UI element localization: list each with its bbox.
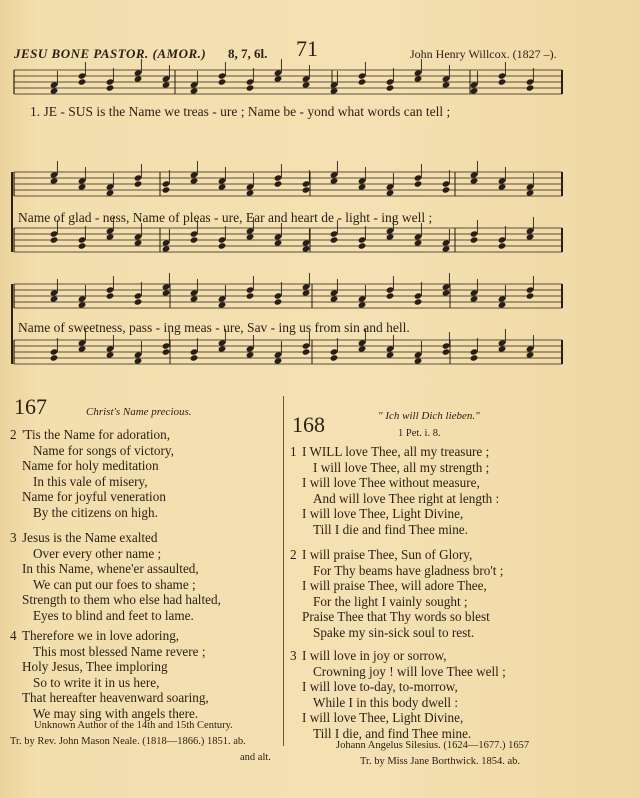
note-head xyxy=(386,189,395,196)
verse-line: Jesus is the Name exalted xyxy=(22,530,158,545)
note-head xyxy=(50,295,59,302)
verse-line: We may sing with angels there. xyxy=(33,705,199,721)
verse-line: This most blessed Name revere ; xyxy=(33,643,206,659)
note-head xyxy=(246,189,255,196)
verse-line: I will praise Thee, will adore Thee, xyxy=(302,578,487,594)
verse-line: For the light I vainly sought ; xyxy=(313,593,468,609)
verse-line: For Thy beams have gladness bro't ; xyxy=(313,562,504,578)
note-head xyxy=(470,177,479,184)
hymn-167-title: Christ's Name precious. xyxy=(86,406,192,418)
note-head xyxy=(106,189,115,196)
note-head xyxy=(274,357,283,364)
hymn-167-verse-3 xyxy=(10,530,221,624)
verse-line: Name for songs of victory, xyxy=(33,442,174,458)
hymn-168-attribution-translator: Tr. by Miss Jane Borthwick. 1854. ab. xyxy=(360,756,521,767)
composer: John Henry Willcox. (1827 –). xyxy=(410,47,557,61)
verse-line: Till I die and find Thee mine. xyxy=(313,521,468,537)
note-head xyxy=(246,292,255,299)
verse-line: Praise Thee that Thy words so blest xyxy=(302,609,490,625)
verse-line: Spake my sin-sick soul to rest. xyxy=(313,624,475,640)
note-head xyxy=(470,295,479,302)
verse-line: In this Name, whene'er assaulted, xyxy=(22,561,199,577)
verse-line: Eyes to blind and feet to lame. xyxy=(33,607,194,623)
note-head xyxy=(50,354,59,361)
note-head xyxy=(414,298,423,305)
note-head xyxy=(106,233,115,240)
verse-line: I WILL love Thee, all my treasure ; xyxy=(302,444,490,459)
note-head xyxy=(106,84,115,91)
note-head xyxy=(134,298,143,305)
verse-line: In this vale of misery, xyxy=(33,473,148,489)
note-head xyxy=(50,87,59,94)
note-head xyxy=(302,245,311,252)
note-head xyxy=(162,81,171,88)
note-head xyxy=(498,183,507,190)
page-number: 71 xyxy=(296,36,318,61)
verse-line: Name for holy meditation xyxy=(22,458,159,474)
note-head xyxy=(414,239,423,246)
verse-number: 3 xyxy=(10,530,17,545)
hymn-168-verse-2 xyxy=(290,547,504,641)
verse-line: By the citizens on high. xyxy=(33,504,158,520)
note-head xyxy=(246,233,255,240)
hymn-168-scripture: 1 Pet. i. 8. xyxy=(398,428,441,439)
note-head xyxy=(330,177,339,184)
verse-line: Therefore we in love adoring, xyxy=(22,628,180,643)
hymn-167-attribution-translator: Tr. by Rev. John Mason Neale. (1818—1866.) 1851. ab. xyxy=(10,736,246,747)
note-head xyxy=(330,87,339,94)
verse-line: I will love Thee without measure, xyxy=(302,475,480,491)
note-head xyxy=(442,348,451,355)
note-head xyxy=(330,295,339,302)
note-head xyxy=(190,354,199,361)
note-head xyxy=(162,245,171,252)
note-head xyxy=(246,351,255,358)
note-head xyxy=(274,75,283,82)
note-head xyxy=(302,186,311,193)
note-head xyxy=(106,292,115,299)
note-head xyxy=(526,292,535,299)
verse-number: 1 xyxy=(290,444,297,459)
verse-line: We can put our foes to shame ; xyxy=(33,576,196,592)
note-head xyxy=(498,345,507,352)
note-head xyxy=(78,183,87,190)
note-head xyxy=(442,245,451,252)
verse-line: 'Tis the Name for adoration, xyxy=(22,427,171,442)
note-head xyxy=(358,301,367,308)
note-head xyxy=(162,289,171,296)
note-head xyxy=(134,239,143,246)
note-head xyxy=(358,345,367,352)
note-head xyxy=(330,354,339,361)
note-head xyxy=(218,345,227,352)
note-head xyxy=(302,348,311,355)
note-head xyxy=(134,75,143,82)
note-head xyxy=(526,189,535,196)
verse-number: 3 xyxy=(290,648,297,663)
verse-line: While I in this body dwell : xyxy=(313,694,459,710)
note-head xyxy=(330,236,339,243)
verse-number: 2 xyxy=(10,427,17,442)
hymn-167-number: 167 xyxy=(14,394,47,419)
note-head xyxy=(50,177,59,184)
note-head xyxy=(162,186,171,193)
note-head xyxy=(442,289,451,296)
note-head xyxy=(190,295,199,302)
note-head xyxy=(78,242,87,249)
verse-line: I will love Thee, Light Divine, xyxy=(302,506,464,522)
note-head xyxy=(190,236,199,243)
note-head xyxy=(358,78,367,85)
note-head xyxy=(386,351,395,358)
verse-number: 2 xyxy=(290,547,297,562)
hymn-167-verse-4 xyxy=(10,628,209,722)
column-divider xyxy=(283,396,284,746)
lyrics-line-2: Name of glad - ness, Name of pleas - ure, Ear and heart de - light - ing well ; xyxy=(18,210,433,225)
hymn-168-verse-1 xyxy=(290,444,500,538)
lyrics-line-3: Name of sweetness, pass - ing meas - ure, Sav - ing us from sin and hell. xyxy=(18,320,410,335)
verse-line: And will love Thee right at length : xyxy=(313,490,500,506)
note-head xyxy=(274,298,283,305)
verse-line: So to write it in us here, xyxy=(33,674,160,690)
note-head xyxy=(78,301,87,308)
hymn-168-number: 168 xyxy=(292,412,325,437)
note-head xyxy=(358,242,367,249)
note-head xyxy=(190,177,199,184)
hymn-168-title: " Ich will Dich lieben." xyxy=(378,410,480,422)
note-head xyxy=(386,84,395,91)
note-head xyxy=(470,354,479,361)
note-head xyxy=(498,242,507,249)
note-head xyxy=(302,81,311,88)
note-head xyxy=(106,351,115,358)
hymn-168-verse-3 xyxy=(290,648,506,742)
tune-name: JESU BONE PASTOR. (AMOR.) xyxy=(14,46,207,61)
lyrics-line-1: 1. JE - SUS is the Name we treas - ure ; Name be - yond what words can tell ; xyxy=(30,104,451,119)
note-head xyxy=(218,78,227,85)
hymn-167-attribution-note: and alt. xyxy=(240,752,271,763)
note-head xyxy=(498,301,507,308)
hymn-167-verse-2 xyxy=(10,427,174,521)
verse-line: I will love Thee, Light Divine, xyxy=(302,710,464,726)
note-head xyxy=(246,84,255,91)
note-head xyxy=(190,87,199,94)
note-head xyxy=(414,180,423,187)
note-head xyxy=(134,357,143,364)
note-head xyxy=(218,242,227,249)
verse-line: I will love in joy or sorrow, xyxy=(302,648,447,663)
note-head xyxy=(358,183,367,190)
note-head xyxy=(526,351,535,358)
verse-line: Crowning joy ! will love Thee well ; xyxy=(313,663,506,679)
note-head xyxy=(414,357,423,364)
note-head xyxy=(302,289,311,296)
note-head xyxy=(386,233,395,240)
note-head xyxy=(414,75,423,82)
verse-line: I will love Thee, all my strength ; xyxy=(313,459,490,475)
note-head xyxy=(470,236,479,243)
verse-line: Holy Jesus, Thee imploring xyxy=(22,659,168,675)
note-head xyxy=(218,183,227,190)
note-head xyxy=(274,180,283,187)
note-head xyxy=(78,78,87,85)
note-head xyxy=(162,348,171,355)
hymn-167-attribution-author: Unknown Author of the 14th and 15th Century. xyxy=(34,720,233,731)
verse-line: Strength to them who else had halted, xyxy=(22,592,221,608)
verse-line: Till I die, and find Thee mine. xyxy=(313,725,472,741)
note-head xyxy=(134,180,143,187)
verse-line: I will love to-day, to-morrow, xyxy=(302,679,458,695)
note-head xyxy=(78,345,87,352)
note-head xyxy=(386,292,395,299)
tune-meter: 8, 7, 6l. xyxy=(228,46,268,61)
note-head xyxy=(442,186,451,193)
note-head xyxy=(442,81,451,88)
note-head xyxy=(526,233,535,240)
hymn-168-attribution-author: Johann Angelus Silesius. (1624—1677.) 1657 xyxy=(336,740,530,751)
note-head xyxy=(274,239,283,246)
note-head xyxy=(50,236,59,243)
note-head xyxy=(526,84,535,91)
note-head xyxy=(218,301,227,308)
verse-line: Over every other name ; xyxy=(33,545,162,561)
note-head xyxy=(498,78,507,85)
note-head xyxy=(470,87,479,94)
verse-number: 4 xyxy=(10,628,17,643)
verse-line: I will praise Thee, Sun of Glory, xyxy=(302,547,473,562)
verse-line: Name for joyful veneration xyxy=(22,489,166,505)
verse-line: That hereafter heavenward soaring, xyxy=(22,690,209,706)
